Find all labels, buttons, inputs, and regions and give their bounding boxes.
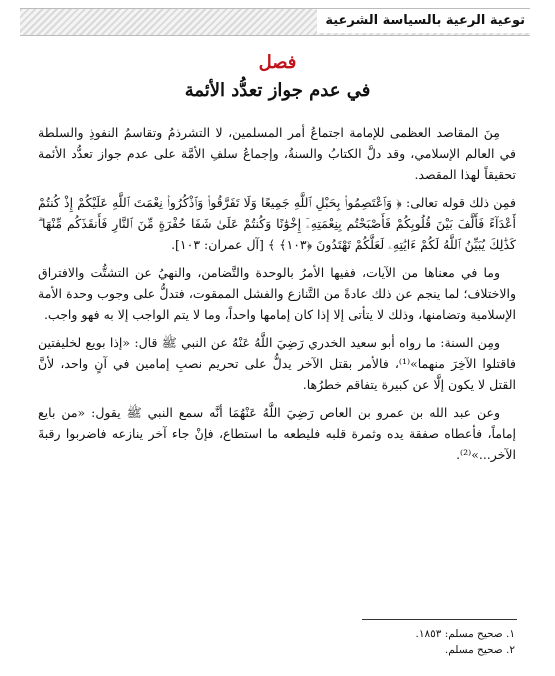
footnote-2: ٢. صحيح مسلم. xyxy=(444,644,515,656)
footnote-divider xyxy=(362,619,517,620)
paragraph-hadith-1: ومِن السنة: ما رواه أبو سعيد الخدري رَضِيَ اللَّهُ عَنْهُ عن النبي ﷺ قال: «إذا بويع لخليفتين فاقتلوا الآخِرَ منهما»⁽¹⁾، فالأمر بقتل الآخر يدلُّ على تحريم نصبِ إمامين في آنٍ واحد، لأنَّ القتل لا يكون إلَّا عن كبيرة يتفاقم خطرُها. xyxy=(38,335,516,392)
footnote-1: ١. صحيح مسلم: ١٨٥٣. xyxy=(415,628,515,640)
paragraph-intro: مِنَ المقاصد العظمى للإمامة اجتماعُ أمر المسلمين، لا التشرذمُ وتقاسمُ النفوذِ والسلطة في العالم الإسلامي، وقد دلَّ الكتابُ والسنةُ، وإجماعُ سلفِ الأمَّة على عدم جواز تعدُّد الأئمة تحقيقاً لهذا المقصد. xyxy=(38,125,516,182)
paragraph-hadith-2: وعن عبد الله بن عمرو بن العاص رَضِيَ اللَّهُ عَنْهُمَا أنَّه سمع النبي ﷺ يقول: «من بايع إماماً، فأعطاه صفقة يده وثمرة قلبه فليطعه ما استطاع، فإنْ جاء آخر ينازعه فاضربوا رقبةَ الآخر...»⁽²⁾. xyxy=(38,405,516,462)
paragraph-explanation: وما في معناها من الآيات، ففيها الأمرُ بالوحدة والتَّضامن، والنهيُ عن التشتُّت والافتراق والاختلاف؛ لما ينجم عن ذلك عادةً من التَّنازع والفشل الممقوت، فتدلُّ على وجوب وحدة الأمة الإسلامية وتضامنها، وذلك لا يتأتى إلا إذا كان إمامها واحداً، وما لا يتم الواجب إلا به فهو واجب. xyxy=(38,265,516,322)
running-header-title: توعية الرعية بالسياسة الشرعية xyxy=(317,9,533,33)
section-title: فصل xyxy=(258,52,297,73)
footnotes xyxy=(415,626,515,658)
body-text xyxy=(38,122,516,472)
paragraph-quran-verse: فمِن ذلك قوله تعالى: ﴿ وَٱعْتَصِمُوا۟ بِحَبْلِ ٱللَّهِ جَمِيعًا وَلَا تَفَرَّقُوا۟ وَٱذْكُرُوا۟ نِعْمَتَ ٱللَّهِ عَلَيْكُمْ إِذْ كُنتُمْ أَعْدَآءً فَأَلَّفَ بَيْنَ قُلُوبِكُمْ فَأَصْبَحْتُم بِنِعْمَتِهِۦٓ إِخْوَٰنًا وَكُنتُمْ عَلَىٰ شَفَا حُفْرَةٍ مِّنَ ٱلنَّارِ فَأَنقَذَكُم مِّنْهَا ۗ كَذَٰلِكَ يُبَيِّنُ ٱللَّهُ لَكُمْ ءَايَٰتِهِۦ لَعَلَّكُمْ تَهْتَدُونَ ﴿١٠٣﴾ ﴾ [آل عمران: ١٠٣]. xyxy=(38,195,516,252)
section-subtitle: في عدم جواز تعدُّد الأئمة xyxy=(184,80,371,101)
